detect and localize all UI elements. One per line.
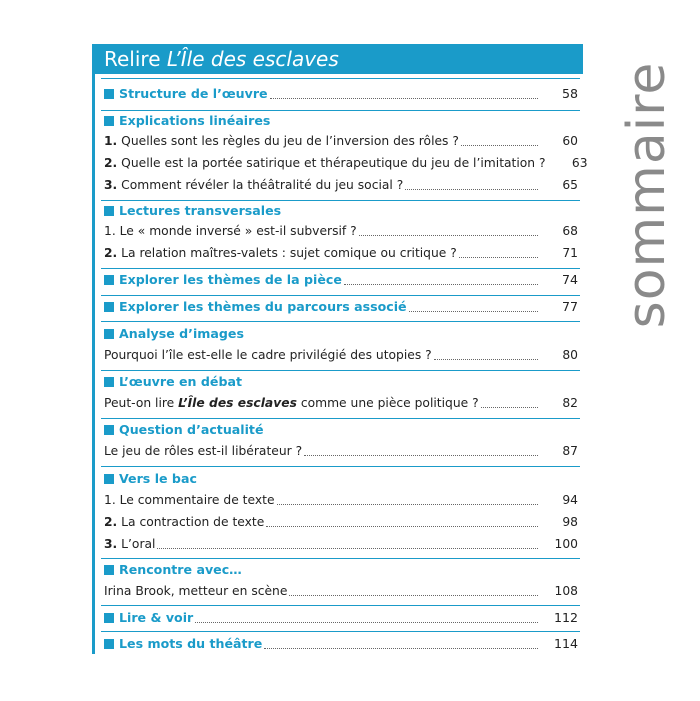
title-prefix: Relire <box>104 47 161 71</box>
page-number: 94 <box>562 493 578 507</box>
bullet-square-icon <box>104 639 114 649</box>
section-label: Analyse d’images <box>119 326 244 341</box>
toc-entry[interactable] <box>104 131 578 151</box>
page-number: 82 <box>562 396 578 410</box>
separator <box>101 605 580 606</box>
dot-leader <box>270 98 538 99</box>
separator <box>101 78 580 79</box>
entry-label: Les mots du théâtre <box>119 636 263 651</box>
page-number: 71 <box>562 246 578 260</box>
toc-entry[interactable] <box>104 512 578 532</box>
separator <box>101 321 580 322</box>
entry-label: Lire & voir <box>119 610 194 625</box>
title-work: L’Île des esclaves <box>166 47 339 71</box>
toc-entry[interactable] <box>104 175 578 195</box>
page-number: 108 <box>554 584 578 598</box>
entry-label: Structure de l’œuvre <box>119 86 268 101</box>
page-number: 63 <box>571 156 588 170</box>
page-number: 112 <box>553 610 578 625</box>
page-number: 60 <box>562 134 578 148</box>
toc-entry[interactable] <box>104 534 578 554</box>
toc-entry[interactable] <box>104 581 578 601</box>
dot-leader <box>359 235 538 236</box>
separator <box>101 466 580 467</box>
dot-leader <box>277 504 538 505</box>
toc-entry[interactable] <box>104 153 588 173</box>
toc-entry-structure[interactable] <box>104 84 578 104</box>
section-label: Question d’actualité <box>119 422 264 437</box>
item-number: 2. <box>104 515 118 529</box>
item-text: Quelle est la portée satirique et thérapeutique du jeu de l’imitation ? <box>121 156 546 170</box>
toc-entry[interactable] <box>104 345 578 365</box>
item-number: 1. <box>104 493 116 507</box>
separator <box>101 558 580 559</box>
bullet-square-icon <box>104 565 114 575</box>
item-text: Peut-on lire <box>104 396 179 410</box>
bullet-square-icon <box>104 206 114 216</box>
section-label: Vers le bac <box>119 471 197 486</box>
item-text: La contraction de texte <box>121 515 265 529</box>
item-text: Le commentaire de texte <box>119 493 275 507</box>
separator <box>101 418 580 419</box>
page-number: 74 <box>561 272 578 287</box>
entry-label: Explorer les thèmes de la pièce <box>119 272 342 287</box>
toc-entry[interactable] <box>104 221 578 241</box>
page-number: 98 <box>562 515 578 529</box>
item-text: L’oral <box>121 537 156 551</box>
separator <box>101 370 580 371</box>
dot-leader <box>405 189 538 190</box>
separator <box>101 631 580 632</box>
section-heading-explications <box>104 111 578 131</box>
table-of-contents <box>92 44 588 654</box>
section-heading-debat <box>104 372 578 392</box>
dot-leader <box>266 526 538 527</box>
section-heading-rencontre <box>104 560 578 580</box>
section-label: L’œuvre en débat <box>119 374 242 389</box>
toc-entry[interactable] <box>104 243 578 263</box>
dot-leader <box>481 407 538 408</box>
item-number: 3. <box>104 537 118 551</box>
dot-leader <box>344 284 538 285</box>
page-number: 114 <box>553 636 578 651</box>
item-text: Le « monde inversé » est-il subversif ? <box>119 224 357 238</box>
side-label: sommaire <box>617 61 677 329</box>
item-number: 2. <box>104 246 118 260</box>
bullet-square-icon <box>104 613 114 623</box>
toc-entry-mots[interactable] <box>104 634 578 654</box>
bullet-square-icon <box>104 275 114 285</box>
separator <box>101 268 580 269</box>
toc-title-bar <box>95 44 583 74</box>
item-text: La relation maîtres-valets : sujet comique ou critique ? <box>121 246 457 260</box>
dot-leader <box>195 622 538 623</box>
item-number: 3. <box>104 178 118 192</box>
toc-entry-themes-parcours[interactable] <box>104 297 578 317</box>
bullet-square-icon <box>104 116 114 126</box>
dot-leader <box>264 648 538 649</box>
section-heading-lectures <box>104 201 578 221</box>
item-text: Comment révéler la théâtralité du jeu social ? <box>121 178 404 192</box>
entry-label: Explorer les thèmes du parcours associé <box>119 299 407 314</box>
section-heading-actualite <box>104 420 578 440</box>
toc-entry-lire-voir[interactable] <box>104 608 578 628</box>
dot-leader <box>409 311 538 312</box>
page-number: 77 <box>561 299 578 314</box>
item-text: Le jeu de rôles est-il libérateur ? <box>104 444 303 458</box>
section-label: Explications linéaires <box>119 113 271 128</box>
section-heading-analyse <box>104 324 578 344</box>
dot-leader <box>461 145 538 146</box>
bullet-square-icon <box>104 302 114 312</box>
toc-entry[interactable] <box>104 441 578 461</box>
toc-entry[interactable] <box>104 393 578 413</box>
dot-leader <box>434 359 538 360</box>
dot-leader <box>459 257 538 258</box>
section-label: Lectures transversales <box>119 203 282 218</box>
toc-entry[interactable] <box>104 490 578 510</box>
page-number: 87 <box>562 444 578 458</box>
dot-leader <box>157 548 538 549</box>
side-label-container <box>617 40 677 350</box>
page-number: 80 <box>562 348 578 362</box>
page-number: 65 <box>562 178 578 192</box>
page-number: 58 <box>561 86 578 101</box>
item-number: 1. <box>104 224 116 238</box>
bullet-square-icon <box>104 377 114 387</box>
bullet-square-icon <box>104 89 114 99</box>
item-number: 1. <box>104 134 118 148</box>
item-work-title: L’Île des esclaves <box>178 396 297 410</box>
item-text: Pourquoi l’île est-elle le cadre privilégié des utopies ? <box>104 348 432 362</box>
dot-leader <box>304 455 538 456</box>
item-number: 2. <box>104 156 118 170</box>
page-number: 100 <box>554 537 578 551</box>
item-text: comme une pièce politique ? <box>296 396 479 410</box>
bullet-square-icon <box>104 425 114 435</box>
dot-leader <box>289 595 538 596</box>
toc-entry-themes-piece[interactable] <box>104 270 578 290</box>
section-heading-bac <box>104 469 578 489</box>
bullet-square-icon <box>104 474 114 484</box>
item-text: Quelles sont les règles du jeu de l’inversion des rôles ? <box>121 134 459 148</box>
page-number: 68 <box>562 224 578 238</box>
separator <box>101 295 580 296</box>
bullet-square-icon <box>104 329 114 339</box>
section-label: Rencontre avec… <box>119 562 242 577</box>
item-text: Irina Brook, metteur en scène <box>104 584 288 598</box>
